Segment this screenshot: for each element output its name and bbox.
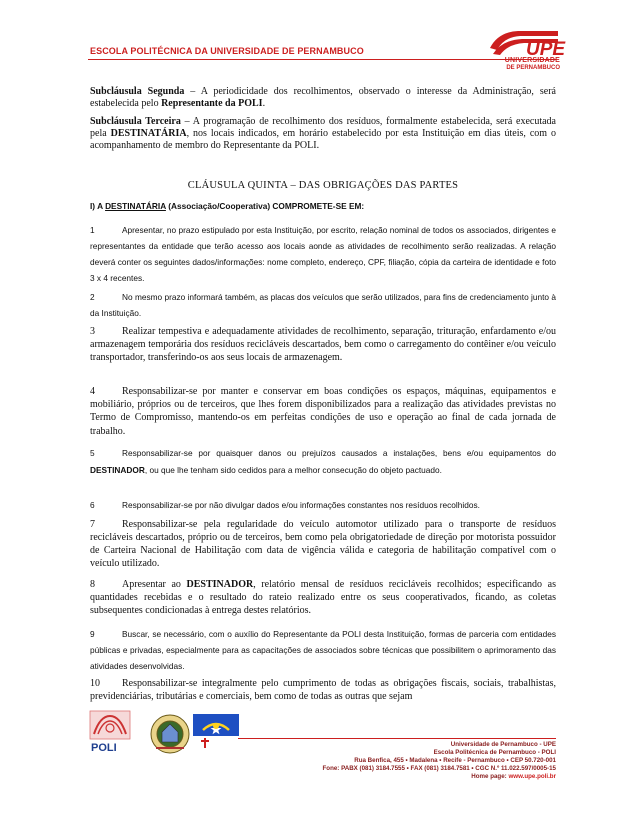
item-8 — [90, 578, 556, 617]
subclause-label: Subcláusula Terceira — [90, 116, 181, 127]
footer-line-4: Fone: PABX (081) 3184.7555 • FAX (081) 3184.7581 • CGC N.º 11.022.597/0005-15 — [322, 765, 556, 772]
item-text-end: , relatório mensal de resíduos recicláveis recolhidos; especificando as quantidades recebidas e o resultado do rateio realizado entre os seus cooperativados, ficando, as coletas subsequentes condicionadas à entrega destes relatórios. — [90, 579, 556, 616]
subclause-text: – A periodicidade dos recolhimentos, observado o interesse da Administração, será estabelecida pelo — [90, 86, 556, 109]
footer-line-3: Rua Benfica, 455 • Madalena • Recife - Pernambuco • CEP 50.720-001 — [354, 757, 556, 764]
item-text: Responsabilizar-se por manter e conservar em boas condições os espaços, máquinas, equipamentos e mobiliário, próprios ou de terceiros, que lhes forem disponibilizados para a realização das atividades previstas no Termo de Compromisso, mantendo-os em perfeitas condições de uso e operação ao final de cada jornada de trabalho. — [90, 386, 556, 437]
state-crest-icon — [148, 712, 192, 756]
subclause-segunda — [90, 86, 556, 110]
section-suffix: COMPROMETE-SE EM: — [272, 201, 365, 211]
upe-logo — [488, 28, 566, 78]
section-prefix: I) A — [90, 201, 106, 211]
item-text-end: , ou que lhe tenham sido cedidos para a melhor consecução do objeto pactuado. — [144, 464, 442, 475]
upe-logo-letters: UPE — [526, 39, 566, 60]
footer-divider — [238, 738, 556, 739]
subclause-label: Subcláusula Segunda — [90, 86, 185, 97]
item-bold: DESTINADOR — [186, 579, 254, 590]
item-number: 7 — [90, 519, 95, 530]
item-number: 6 — [90, 500, 95, 510]
poli-logo — [88, 710, 134, 754]
footer-line-5 — [323, 773, 556, 781]
logo-line-2: DE PERNAMBUCO — [506, 65, 560, 71]
item-4 — [90, 385, 556, 438]
upe-logo-mark — [488, 28, 566, 60]
item-number: 2 — [90, 292, 95, 302]
item-bold: DESTINADOR — [90, 464, 145, 475]
subclause-terceira — [90, 116, 556, 152]
subclause-text-end: , nos locais indicados, em horário estabelecido por esta Instituição em dias úteis, com o acompanhamento de membro do Representante da POLI. — [90, 128, 557, 151]
item-3 — [90, 325, 556, 365]
item-number: 4 — [90, 386, 95, 397]
item-text: Responsabilizar-se por quaisquer danos ou prejuízos causados a instalações, bens e/ou equipamentos do — [122, 448, 556, 458]
item-1 — [90, 222, 556, 286]
section-middle: (Associação/Cooperativa) — [165, 201, 273, 211]
homepage-link[interactable]: www.upe.poli.br — [508, 773, 556, 780]
item-number: 9 — [90, 629, 95, 639]
section-party: DESTINATÁRIA — [105, 201, 166, 211]
logo-line-1: UNIVERSIDADE — [504, 57, 560, 64]
item-text: Realizar tempestiva e adequadamente atividades de recolhimento, separação, trituração, enfardamento e/ou armazenagem temporária dos resíduos recicláveis descartados, bem como o carregamento do contêiner e/ou veículo transportador, transferindo-os aos seus locais de armazenagem. — [90, 326, 556, 364]
item-5 — [90, 445, 556, 478]
item-text: Buscar, se necessário, com o auxílio do Representante da POLI desta Instituição, formas de parceria com entidades públicas e privadas, especialmente para as capacitações de associados sobre técnicas que possibilitem o aprimoramento das atividades desenvolvidas. — [90, 629, 556, 671]
item-9 — [90, 626, 556, 674]
item-text: Apresentar ao — [122, 579, 187, 590]
item-2 — [90, 289, 556, 321]
poli-label: POLI — [91, 742, 117, 754]
footer-line-1: Universidade de Pernambuco - UPE — [450, 741, 556, 748]
item-text: Responsabilizar-se por não divulgar dados e/ou informações constantes nos resíduos recolhidos. — [122, 500, 480, 510]
item-text: No mesmo prazo informará também, as placas dos veículos que serão utilizados, para fins de credenciamento junto à da Instituição. — [90, 292, 556, 318]
header-divider — [88, 59, 556, 60]
item-10 — [90, 677, 556, 703]
subclause-bold: Representante da POLI — [161, 98, 263, 109]
footer-line-2: Escola Politécnica de Pernambuco - POLI — [433, 749, 556, 756]
pernambuco-flag-icon — [193, 714, 239, 752]
header-title: ESCOLA POLITÉCNICA DA UNIVERSIDADE DE PERNAMBUCO — [90, 46, 364, 56]
item-number: 1 — [90, 225, 95, 235]
section-heading — [90, 199, 556, 213]
item-text: Apresentar, no prazo estipulado por esta Instituição, por escrito, relação nominal de todos os associados, dirigentes e representantes da entidade que terão acesso aos locais aonde as atividades de recolhimento serão realizadas. A relação deverá conter os seguintes dados/informações: nome completo, endereço, CPF, filiação, cópia da carteira de identidade e foto 3 x 4 recentes. — [90, 225, 556, 283]
clause-title: CLÁUSULA QUINTA – DAS OBRIGAÇÕES DAS PARTES — [187, 180, 459, 191]
item-text: Responsabilizar-se integralmente pelo cumprimento de todas as obrigações fiscais, sociais, trabalhistas, previdenciárias, tributárias e comerciais, bem como de todas as outras que sejam — [90, 678, 556, 702]
item-number: 3 — [90, 326, 95, 337]
item-number: 8 — [90, 579, 95, 590]
homepage-label: Home page: — [471, 773, 509, 780]
item-number: 5 — [90, 448, 95, 458]
subclause-bold: DESTINATÁRIA — [110, 128, 187, 139]
subclause-text: – A programação de recolhimento dos resíduos, formalmente estabelecida, será executada pela — [90, 116, 556, 139]
subclause-text-end: . — [262, 98, 266, 109]
item-number: 10 — [90, 678, 100, 689]
footer-address-block — [323, 741, 556, 781]
item-6 — [90, 497, 556, 513]
item-text: Responsabilizar-se pela regularidade do veículo automotor utilizado para o transporte de resíduos recicláveis descartados, próprio ou de terceiros, bem como pela obrigatoriedade de direção por motorista possuidor de Carteira Nacional de Habilitação com data de vigência válida e categoria de habilitação compatível com o veículo utilizado. — [90, 519, 556, 569]
item-7 — [90, 518, 556, 570]
